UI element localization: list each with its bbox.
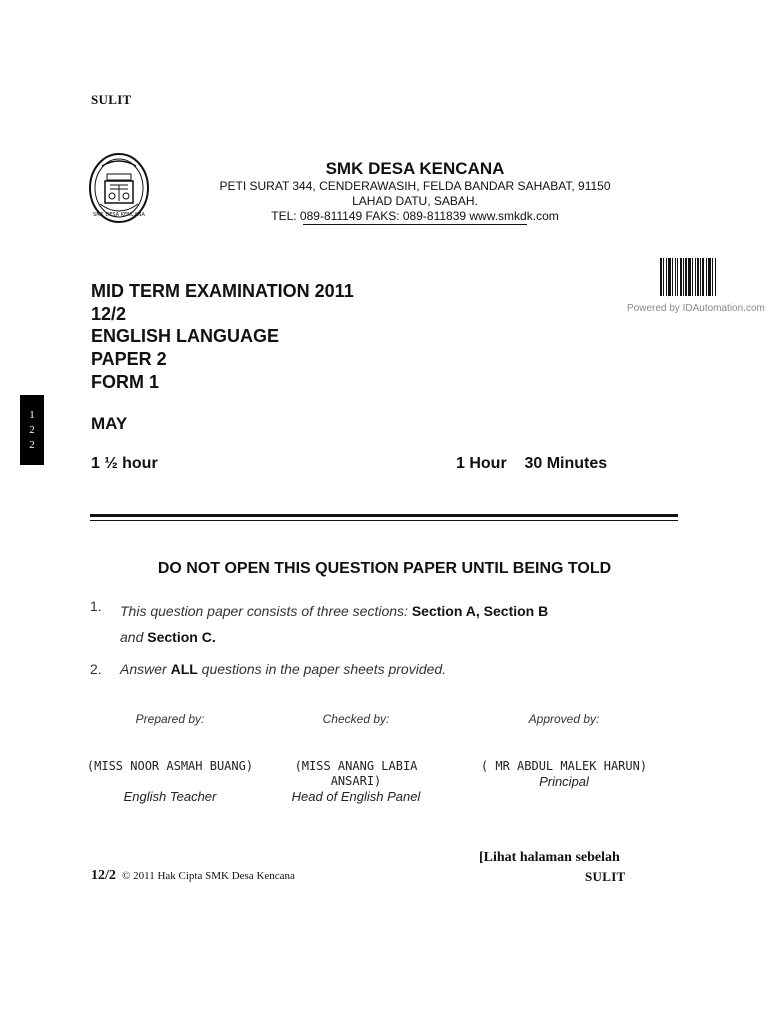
barcode-bar [683,258,684,296]
exam-paper: PAPER 2 [91,349,167,369]
signature-role: English Teacher [123,789,217,804]
side-tab-digit: 2 [29,438,35,451]
duration-short: 1 ½ hour [91,455,158,472]
school-contact-line: TEL: 089-811149 FAKS: 089-811839 www.smkdk.com [271,209,559,223]
divider-thick [90,514,678,517]
barcode-bar [680,258,682,296]
signature-name: (MISS ANANG LABIA ANSARI) [294,759,418,788]
exam-title: MID TERM EXAMINATION 2011 [91,281,354,301]
contact-underline [303,224,527,225]
side-page-tab [20,395,44,465]
barcode-bar [677,258,678,296]
barcode-bar [666,258,667,296]
exam-month: MAY [91,414,128,433]
signature-name: (MISS NOOR ASMAH BUANG) [86,759,254,773]
confidential-label-bottom: SULIT [585,869,626,884]
instruction-number: 1. [90,598,102,614]
barcode-bar [712,258,713,296]
instruction-heading: DO NOT OPEN THIS QUESTION PAPER UNTIL BEING TOLD [157,560,612,577]
barcode-bar [708,258,711,296]
barcode-bar [660,258,662,296]
barcode-bar [685,258,687,296]
signature-label: Approved by: [528,712,600,726]
side-tab-digit: 2 [29,423,35,436]
school-logo [88,152,150,224]
barcode-caption: Powered by IDAutomation.com [627,303,765,314]
barcode-bar [688,258,691,296]
barcode-bar [715,258,716,296]
signature-name: ( MR ABDUL MALEK HARUN) [480,759,648,773]
barcode-bar [702,258,704,296]
copyright-notice: © 2011 Hak Cipta SMK Desa Kencana [122,870,295,882]
barcode-bar [663,258,664,296]
signature-role: Head of English Panel [291,789,421,804]
signature-label: Prepared by: [135,712,205,726]
school-name: SMK DESA KENCANA [325,159,505,178]
barcode-bar [692,258,693,296]
signature-label: Checked by: [322,712,390,726]
barcode-bar [668,258,671,296]
school-address-line1: PETI SURAT 344, CENDERAWASIH, FELDA BANDAR SAHABAT, 91150 [219,179,611,193]
exam-code: 12/2 [91,304,127,324]
exam-subject: ENGLISH LANGUAGE [91,326,280,346]
barcode-bar [697,258,699,296]
duration-long: 1 Hour 30 Minutes [456,455,608,472]
barcode-bar [706,258,707,296]
logo-text: SMK DESA KENCANA [93,212,145,218]
barcode-bar [700,258,701,296]
instruction-item-2: Answer ALL questions in the paper sheets provided. [120,661,447,677]
confidential-label-top: SULIT [91,92,132,107]
barcode [660,258,738,296]
instruction-item-1: This question paper consists of three sections: Section A, Section B and Section C. [120,603,549,645]
signature-role: Principal [539,774,589,789]
side-tab-digit: 1 [29,408,35,421]
instruction-number: 2. [90,661,102,677]
divider-thin [90,520,678,521]
footer-code: 12/2 [91,868,116,883]
barcode-bar [675,258,676,296]
barcode-bar [695,258,696,296]
next-page-note: [Lihat halaman sebelah [479,850,620,865]
school-address-line2: LAHAD DATU, SABAH. [352,194,478,208]
exam-form: FORM 1 [91,372,160,392]
barcode-bar [672,258,673,296]
